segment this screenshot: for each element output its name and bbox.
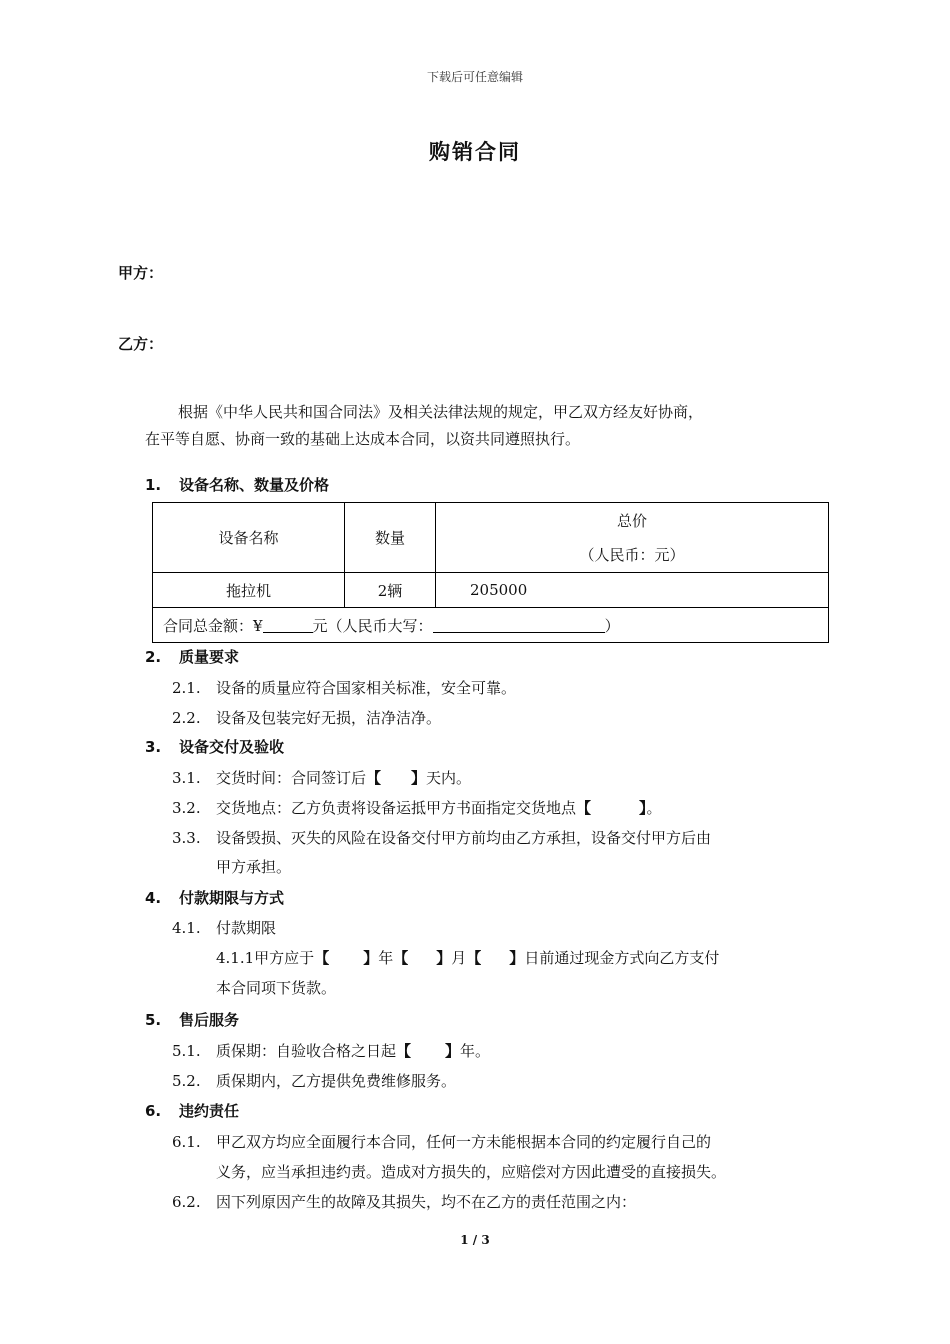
cell-total: 205000 bbox=[436, 573, 829, 608]
item-text: 设备的质量应符合国家相关标准，安全可靠。 bbox=[216, 679, 517, 697]
bracket-close: 】 bbox=[363, 949, 379, 967]
item-number: 4.1.1 bbox=[216, 949, 255, 967]
section-title: 售后服务 bbox=[179, 1011, 240, 1029]
bracket-close: 】 bbox=[436, 949, 452, 967]
party-a-label: 甲方： bbox=[118, 264, 164, 282]
table-sum-row bbox=[153, 608, 829, 643]
item-text: 甲方应于 bbox=[254, 949, 315, 967]
item-6-2 bbox=[172, 1191, 636, 1212]
section-number: 4. bbox=[145, 889, 162, 907]
item-4-1 bbox=[172, 917, 276, 938]
sum-suffix: ） bbox=[604, 616, 620, 635]
header-total-label: 总价 bbox=[616, 511, 647, 530]
section-title: 质量要求 bbox=[179, 648, 240, 666]
item-text-post: 天内。 bbox=[426, 769, 472, 787]
section-number: 6. bbox=[145, 1102, 162, 1120]
intro-line-2: 在平等自愿、协商一致的基础上达成本合同，以资共同遵照执行。 bbox=[145, 430, 581, 448]
section-title: 违约责任 bbox=[179, 1102, 240, 1120]
item-3-1 bbox=[172, 767, 471, 788]
item-text-post: 。 bbox=[646, 799, 662, 817]
item-number: 6.2. bbox=[172, 1193, 201, 1211]
bracket-open: 【 bbox=[393, 949, 409, 967]
bracket-open: 【 bbox=[466, 949, 482, 967]
item-number: 4.1. bbox=[172, 919, 201, 937]
section-title: 设备名称、数量及价格 bbox=[179, 476, 330, 494]
item-text: 甲乙双方均应全面履行本合同，任何一方未能根据本合同的约定履行自己的 bbox=[216, 1133, 712, 1151]
section-4-heading bbox=[145, 887, 284, 908]
item-5-2 bbox=[172, 1070, 456, 1091]
item-3-2 bbox=[172, 797, 662, 818]
item-number: 3.3. bbox=[172, 829, 201, 847]
document-title: 购销合同 bbox=[429, 140, 521, 164]
item-number: 2.1. bbox=[172, 679, 201, 697]
section-number: 2. bbox=[145, 648, 162, 666]
page-number: 1 / 3 bbox=[460, 1233, 490, 1247]
item-5-1 bbox=[172, 1040, 490, 1061]
item-6-1 bbox=[172, 1131, 711, 1152]
sum-cell bbox=[153, 608, 829, 643]
equipment-table bbox=[152, 502, 829, 643]
header-note: 下载后可任意编辑 bbox=[426, 70, 523, 84]
item-text: 交货地点：乙方负责将设备运抵甲方书面指定交货地点 bbox=[216, 799, 577, 817]
bracket-open: 【 bbox=[396, 1042, 412, 1060]
item-text-post: 日前通过现金方式向乙方支付 bbox=[524, 949, 720, 967]
section-title: 设备交付及验收 bbox=[179, 738, 285, 756]
month-label: 月 bbox=[451, 949, 467, 967]
header-cell-qty: 数量 bbox=[345, 503, 436, 573]
bracket-open: 【 bbox=[314, 949, 330, 967]
bracket-close: 】 bbox=[509, 949, 525, 967]
section-number: 1. bbox=[145, 476, 162, 494]
section-5-heading bbox=[145, 1009, 239, 1030]
bracket-close: 】 bbox=[639, 799, 647, 817]
header-total-unit: （人民币：元） bbox=[579, 545, 685, 564]
item-number: 3.1. bbox=[172, 769, 201, 787]
sum-prefix: 合同总金额：¥ bbox=[163, 616, 263, 635]
section-6-heading bbox=[145, 1100, 239, 1121]
item-number: 5.1. bbox=[172, 1042, 201, 1060]
bracket-close: 】 bbox=[445, 1042, 461, 1060]
item-text-post: 年。 bbox=[460, 1042, 491, 1060]
year-label: 年 bbox=[378, 949, 394, 967]
item-4-1-1-line-2: 本合同项下货款。 bbox=[216, 979, 337, 997]
table-row bbox=[153, 573, 829, 608]
item-3-3-line-2: 甲方承担。 bbox=[216, 858, 292, 876]
item-2-2 bbox=[172, 707, 441, 728]
item-number: 5.2. bbox=[172, 1072, 201, 1090]
item-2-1 bbox=[172, 677, 516, 698]
section-3-heading bbox=[145, 736, 284, 757]
section-title: 付款期限与方式 bbox=[179, 889, 285, 907]
bracket-close: 】 bbox=[411, 769, 427, 787]
item-text: 质保期内，乙方提供免费维修服务。 bbox=[216, 1072, 457, 1090]
item-text: 设备毁损、灭失的风险在设备交付甲方前均由乙方承担，设备交付甲方后由 bbox=[216, 829, 712, 847]
section-number: 5. bbox=[145, 1011, 162, 1029]
section-2-heading bbox=[145, 646, 239, 667]
cell-qty: 2辆 bbox=[345, 573, 436, 608]
item-6-1-line-2: 义务，应当承担违约责。造成对方损失的，应赔偿对方因此遭受的直接损失。 bbox=[216, 1163, 727, 1181]
bracket-open: 【 bbox=[576, 799, 592, 817]
item-3-3 bbox=[172, 827, 711, 848]
party-b-label: 乙方： bbox=[118, 335, 164, 353]
section-1-heading bbox=[145, 474, 329, 495]
item-text: 交货时间：合同签订后 bbox=[216, 769, 367, 787]
header-cell-total bbox=[436, 503, 829, 573]
item-text: 付款期限 bbox=[216, 919, 277, 937]
item-number: 3.2. bbox=[172, 799, 201, 817]
item-text: 质保期：自验收合格之日起 bbox=[216, 1042, 397, 1060]
intro-line-1: 根据《中华人民共和国合同法》及相关法律法规的规定，甲乙双方经友好协商， bbox=[178, 403, 704, 421]
item-text: 设备及包装完好无损，洁净洁净。 bbox=[216, 709, 442, 727]
amount-blank bbox=[263, 618, 313, 633]
item-4-1-1 bbox=[216, 947, 719, 968]
table-header-row bbox=[153, 503, 829, 573]
header-cell-name: 设备名称 bbox=[153, 503, 345, 573]
item-text: 因下列原因产生的故障及其损失，均不在乙方的责任范围之内： bbox=[216, 1193, 637, 1211]
sum-mid: 元（人民币大写： bbox=[312, 616, 433, 635]
cell-name: 拖拉机 bbox=[153, 573, 345, 608]
bracket-open: 【 bbox=[366, 769, 382, 787]
section-number: 3. bbox=[145, 738, 162, 756]
amount-words-blank bbox=[433, 618, 605, 633]
item-number: 2.2. bbox=[172, 709, 201, 727]
item-number: 6.1. bbox=[172, 1133, 201, 1151]
